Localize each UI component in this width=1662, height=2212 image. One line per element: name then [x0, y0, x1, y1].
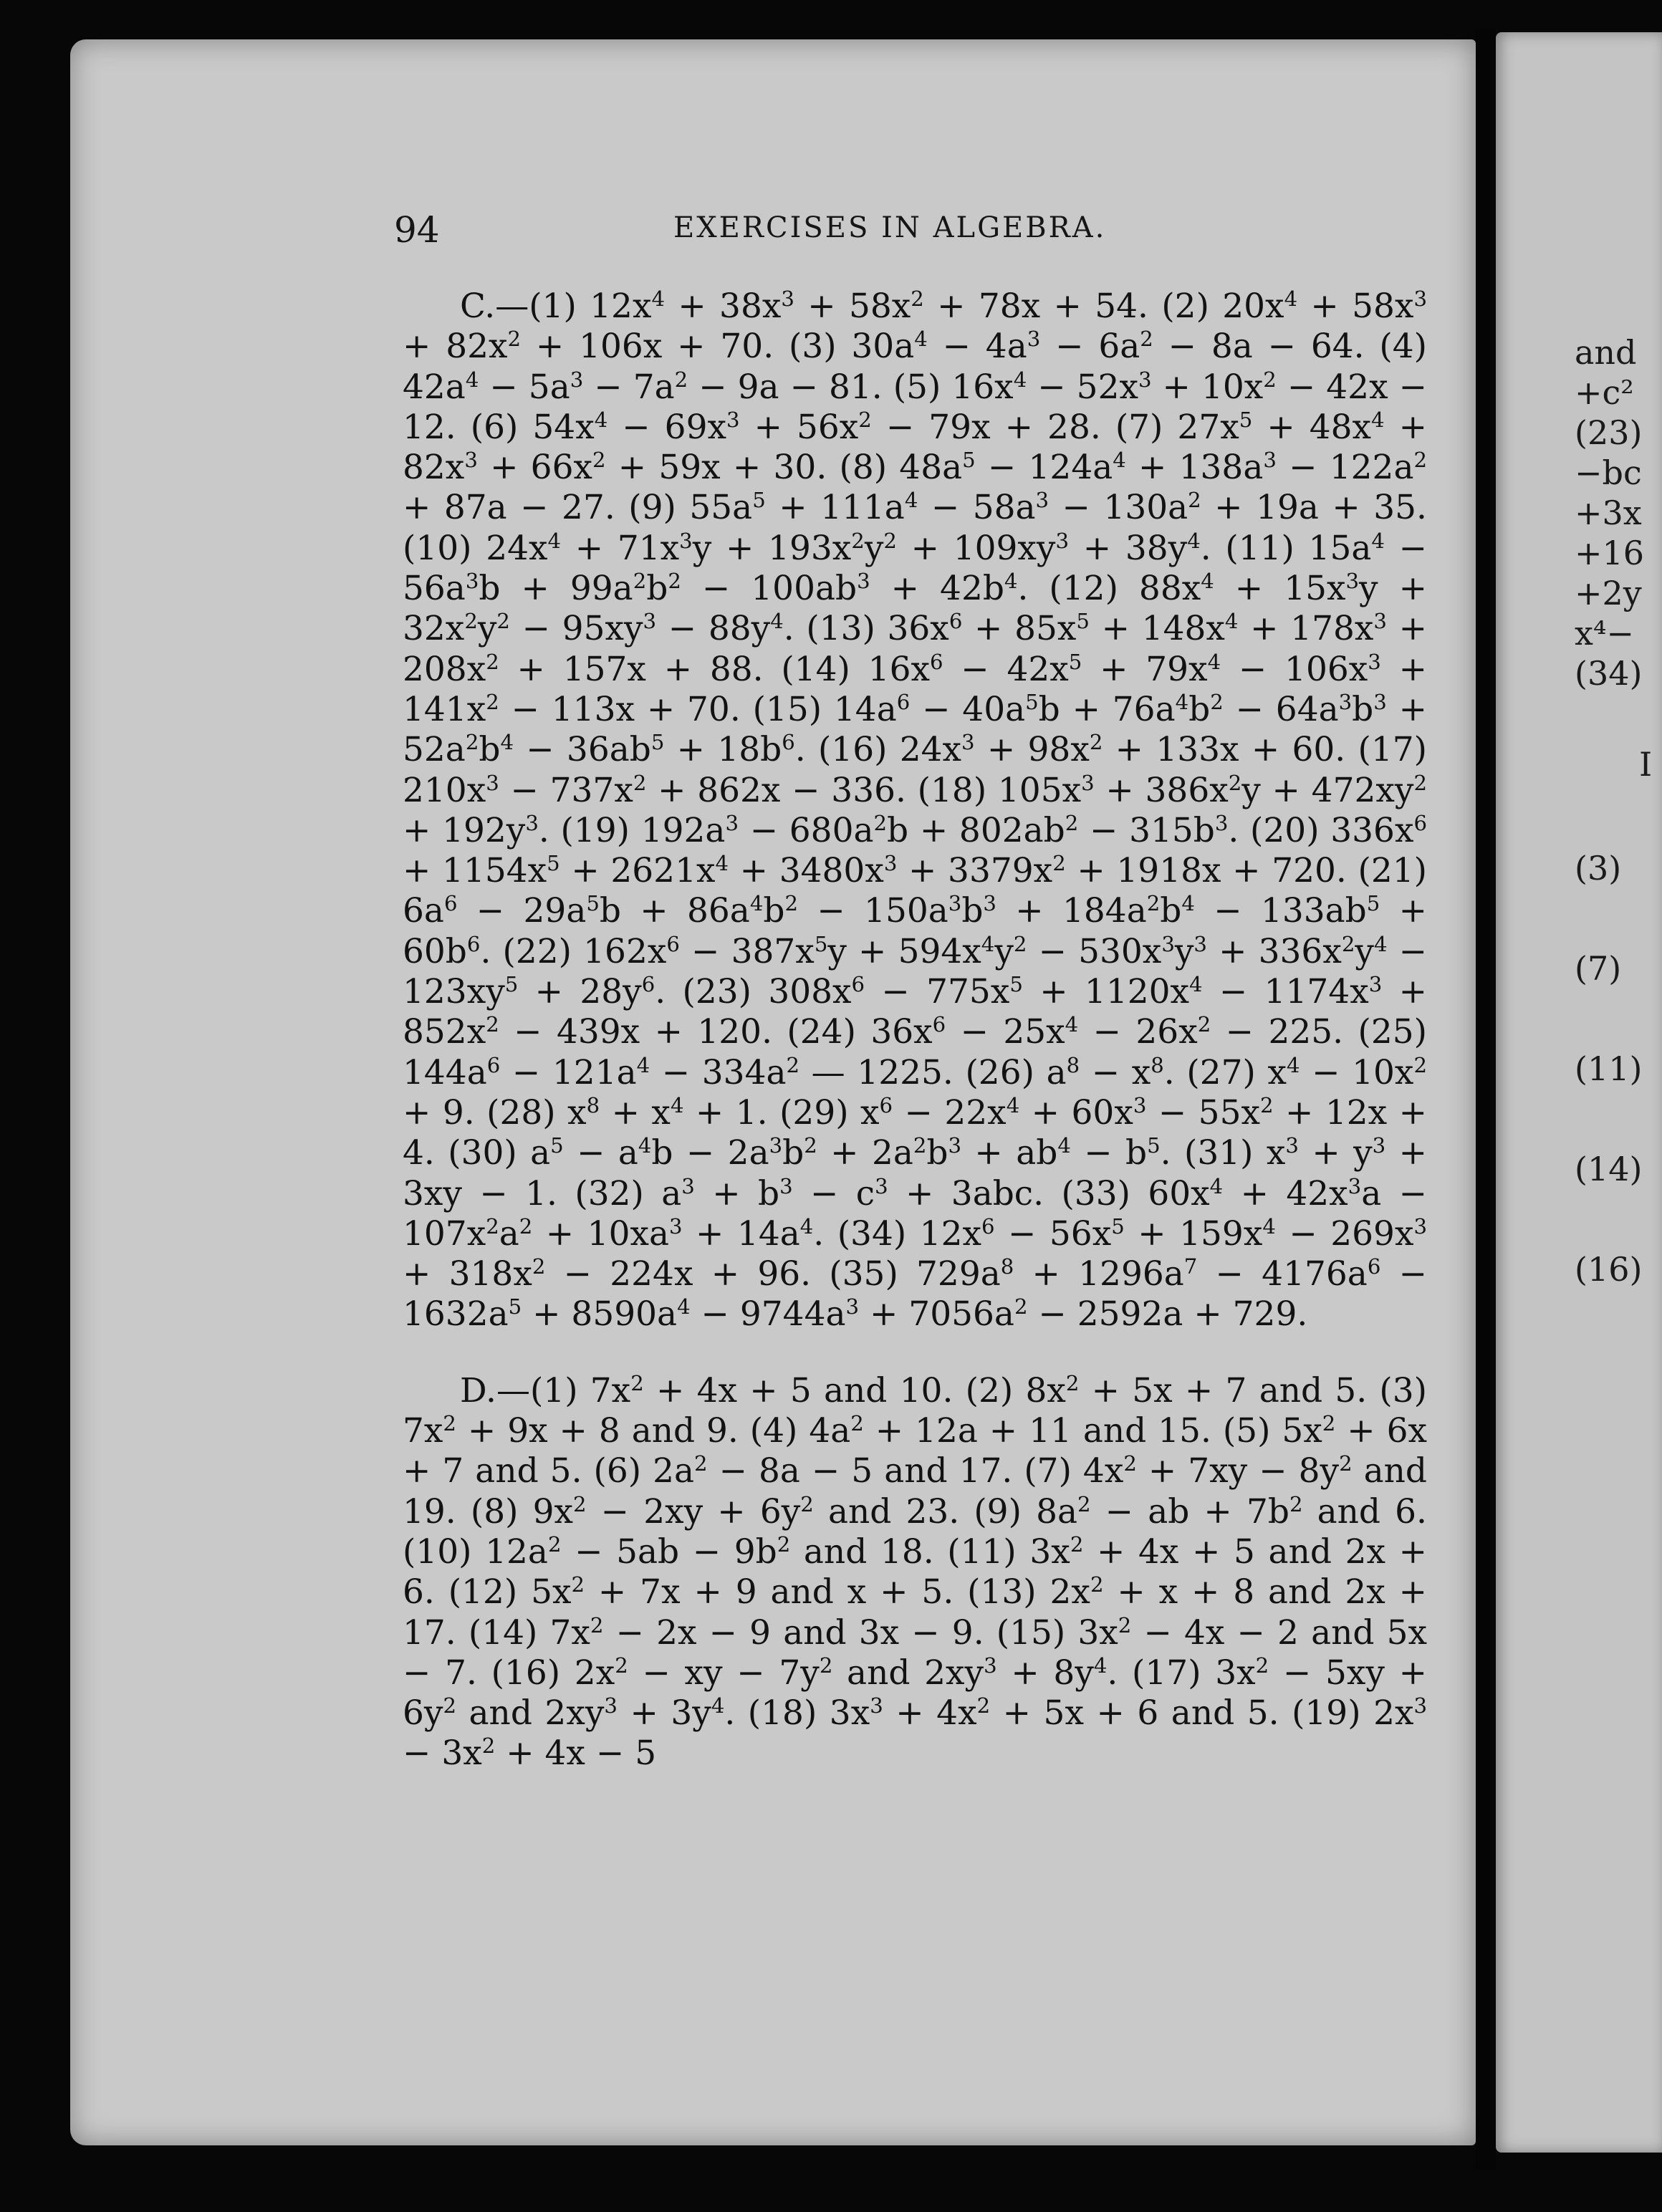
exponent: 2 [1413, 448, 1427, 473]
exponent: 3 [1081, 770, 1095, 795]
exponent: 3 [845, 1294, 860, 1319]
exponent: 4 [1262, 1213, 1276, 1239]
facing-fragment: +2y [1575, 574, 1642, 612]
facing-fragment: and [1575, 333, 1637, 372]
exponent: 2 [1228, 770, 1242, 795]
exponent: 2 [1260, 1092, 1274, 1117]
exponent: 2 [1065, 810, 1079, 835]
exponent: 2 [571, 1572, 585, 1597]
exponent: 4 [1371, 528, 1385, 553]
exponent: 5 [547, 851, 560, 876]
exponent: 4 [636, 1052, 650, 1077]
exponent: 2 [883, 528, 897, 553]
exponent: 2 [496, 609, 510, 634]
exponent: 4 [1057, 1133, 1071, 1158]
facing-fragment: −bc [1575, 453, 1642, 492]
exponent: 2 [486, 1213, 499, 1239]
exponent: 2 [464, 609, 478, 634]
exponent: 4 [465, 367, 479, 392]
exponent: 4 [1113, 448, 1126, 473]
exponent: 2 [786, 1052, 800, 1077]
exponent: 2 [1052, 851, 1066, 876]
facing-fragment: (7) [1575, 949, 1622, 988]
exponent: 2 [873, 810, 888, 835]
exponent: 2 [668, 569, 681, 594]
facing-fragment: +16 [1575, 534, 1645, 572]
exponent: 4 [677, 1294, 691, 1319]
exponent: 5 [650, 730, 665, 755]
exponent: 4 [1284, 286, 1298, 311]
exponent: 3 [948, 1133, 962, 1158]
facing-fragment: (23) [1575, 413, 1643, 452]
exponent: 4 [1371, 407, 1385, 432]
exponent: 4 [1373, 931, 1388, 956]
exponent: 2 [1118, 1612, 1132, 1638]
section-d-label: D.— [460, 1370, 530, 1410]
exponent: 4 [1013, 367, 1027, 392]
exponent: 3 [1055, 528, 1070, 553]
exponent: 3 [857, 569, 870, 594]
facing-fragment: (16) [1575, 1250, 1643, 1289]
exponent: 6 [466, 931, 481, 956]
exponent: 3 [1193, 931, 1207, 956]
exponent: 3 [643, 609, 657, 634]
exponent: 2 [851, 528, 865, 553]
facing-page [1496, 32, 1662, 2153]
exponent: 2 [1089, 730, 1103, 755]
exponent: 4 [914, 327, 928, 352]
exponent: 3 [1338, 689, 1353, 714]
exponent: 3 [1161, 931, 1175, 956]
exponent: 3 [1373, 689, 1387, 714]
exponent: 5 [1366, 891, 1380, 916]
exponent: 2 [819, 1653, 833, 1678]
exponent: 3 [875, 1173, 888, 1198]
exponent: 4 [594, 407, 608, 432]
exponent: 3 [1413, 1213, 1427, 1239]
exponent: 2 [1197, 1012, 1211, 1037]
exponent: 5 [752, 488, 766, 513]
exponent: 3 [1413, 286, 1427, 311]
exponent: 6 [879, 1092, 893, 1117]
exponent: 6 [641, 972, 655, 997]
exponent: 3 [465, 569, 479, 594]
exponent: 4 [1209, 1173, 1224, 1198]
exponent: 2 [1341, 931, 1355, 956]
exponent: 3 [984, 1653, 997, 1678]
exponent: 5 [1076, 609, 1090, 634]
exponent: 2 [1322, 1411, 1336, 1436]
exponent: 6 [666, 931, 680, 956]
exponent: 2 [1070, 1531, 1084, 1557]
exponent: 3 [779, 1173, 793, 1198]
exponent: 3 [870, 1693, 883, 1718]
exponent: 3 [1368, 972, 1383, 997]
exponent: 2 [911, 286, 924, 311]
exponent: 3 [669, 1213, 683, 1239]
exponent: 4 [670, 1092, 684, 1117]
exponent: 4 [1224, 609, 1239, 634]
exponent: 2 [1289, 1491, 1303, 1516]
exponent: 2 [486, 649, 499, 674]
exponent: 5 [508, 1294, 522, 1319]
exponent: 3 [883, 851, 898, 876]
exponent: 6 [929, 649, 943, 674]
exponent: 5 [504, 972, 519, 997]
exponent: 6 [443, 891, 458, 916]
exponent: 2 [1413, 770, 1427, 795]
exponent: 3 [679, 528, 693, 553]
exponent: 3 [948, 891, 962, 916]
exponent: 3 [570, 367, 584, 392]
exponent: 2 [590, 1612, 604, 1638]
exponent: 2 [777, 1531, 791, 1557]
exponent: 3 [769, 1133, 783, 1158]
exponent: 2 [486, 1012, 499, 1037]
exponent: 2 [573, 1491, 587, 1516]
exponent: 6 [948, 609, 963, 634]
exponent: 2 [1077, 1491, 1091, 1516]
exponent: 2 [784, 891, 798, 916]
exponent: 2 [1263, 367, 1277, 392]
answers-body [403, 287, 1427, 1774]
exponent: 6 [981, 1213, 995, 1239]
exponent: 4 [638, 1133, 652, 1158]
exponent: 2 [443, 1411, 456, 1436]
exponent: 4 [749, 891, 764, 916]
exponent: 6 [486, 1052, 501, 1077]
exponent: 4 [1175, 689, 1189, 714]
exponent: 4 [1286, 1052, 1300, 1077]
exponent: 4 [1093, 1653, 1108, 1678]
exponent: 2 [804, 1133, 817, 1158]
exponent: 3 [961, 730, 975, 755]
exponent: 4 [547, 528, 562, 553]
exponent: 2 [1146, 891, 1161, 916]
exponent: 3 [726, 407, 740, 432]
exponent: 6 [782, 730, 795, 755]
facing-fragment: +3x [1575, 494, 1642, 532]
exponent: 3 [725, 810, 739, 835]
exponent: 4 [904, 488, 918, 513]
exponent: 3 [486, 770, 499, 795]
exponent: 2 [633, 569, 647, 594]
exponent: 3 [681, 1173, 695, 1198]
exponent: 2 [532, 1254, 546, 1279]
running-title: EXERCISES IN ALGEBRA. [673, 211, 1107, 244]
exponent: 3 [1133, 1092, 1147, 1117]
exponent: 6 [932, 1012, 946, 1037]
exponent: 2 [1090, 1572, 1104, 1597]
exponent: 2 [1255, 1653, 1269, 1678]
exponent: 6 [896, 689, 911, 714]
exponent: 4 [715, 851, 729, 876]
exponent: 2 [633, 770, 647, 795]
exponent: 3 [781, 286, 794, 311]
exponent: 2 [1014, 1294, 1028, 1319]
section-d-text: (1) $7x^2 + 4x + 5$ and 10. (2) $8x^2 + 5x + 7$ and 5. (3) $7x^2 + 9x + 8$ and 9. (4) $4a^2 + 12a + 11$ and 15. (5) $5x^2 + 6x + 7$ and 5. (6) $2a^2 - 8a - 5$ and 17. (7) $4x^2 + 7xy - 8y^2$ and 19. (8) $9x^2 - 2xy + 6y^2$ and 23. (9) $8a^2$ − ab + $7b^2$ and 6. (10) $12a^2 - 5ab - 9b^2$ and 18. (11) $3x^2 + 4x + 5$ and 2x + 6. (12) $5x^2 + 7x + 9$ and x + 5. (13) $2x^2 + x + 8$ and 2x + 17. (14) $7x^2 - 2x - 9$ and 3x − 9. (15) $3x^2 - 4x - 2$ and 5x − 7. (16) $2x^2$ − xy − $7y^2$ and $2xy^3 + 8y^4$. (17) $3x^2 - 5xy + 6y^2$ and $2xy^3 + 3y^4$. (18) $3x^3 + 4x^2 + 5x + 6$ and 5. (19) $2x^3 - 3x^2 + 4x - 5$ [403, 1370, 1428, 1774]
exponent: 4 [500, 730, 514, 755]
exponent: 4 [651, 286, 665, 311]
exponent: 3 [1413, 1693, 1428, 1718]
book-gutter [1476, 29, 1496, 2170]
exponent: 2 [547, 1531, 562, 1557]
exponent: 2 [507, 327, 522, 352]
facing-fragment: (3) [1575, 849, 1622, 888]
exponent: 3 [1214, 810, 1229, 835]
section-d-answers [403, 1371, 1427, 1774]
page-number: 94 [394, 209, 440, 251]
facing-fragment: (11) [1575, 1049, 1643, 1088]
exponent: 3 [1138, 367, 1152, 392]
exponent: 5 [550, 1133, 564, 1158]
exponent: 2 [800, 1491, 814, 1516]
exponent: 5 [1111, 1213, 1125, 1239]
exponent: 2 [592, 448, 606, 473]
exponent: 3 [525, 810, 539, 835]
exponent: 5 [1068, 649, 1082, 674]
exponent: 5 [1147, 1133, 1161, 1158]
section-c-label: C.— [460, 287, 529, 326]
facing-fragment: (34) [1575, 654, 1643, 693]
exponent: 5 [962, 448, 976, 473]
exponent: 2 [519, 1213, 533, 1239]
exponent: 4 [1187, 528, 1201, 553]
exponent: 6 [851, 972, 865, 997]
exponent: 2 [443, 1693, 456, 1718]
exponent: 2 [850, 1411, 864, 1436]
exponent: 5 [1025, 689, 1039, 714]
exponent: 4 [1004, 569, 1018, 594]
exponent: 2 [486, 689, 499, 714]
exponent: 3 [1348, 1173, 1362, 1198]
exponent: 2 [1188, 488, 1201, 513]
exponent: 3 [604, 1693, 618, 1718]
exponent: 4 [1006, 1092, 1020, 1117]
exponent: 3 [1263, 448, 1277, 473]
exponent: 2 [630, 1370, 644, 1395]
exponent: 7 [1183, 1254, 1198, 1279]
facing-fragment: +c² [1575, 373, 1634, 412]
exponent: 2 [1413, 1052, 1427, 1077]
exponent: 2 [674, 367, 688, 392]
exponent: 4 [799, 1213, 814, 1239]
exponent: 2 [1339, 1451, 1353, 1476]
exponent: 4 [981, 931, 995, 956]
exponent: 2 [858, 407, 872, 432]
exponent: 3 [464, 448, 478, 473]
exponent: 5 [814, 931, 828, 956]
exponent: 8 [1151, 1052, 1164, 1077]
exponent: 3 [1285, 1133, 1299, 1158]
exponent: 2 [976, 1693, 991, 1718]
exponent: 2 [913, 1133, 927, 1158]
exponent: 4 [1181, 891, 1195, 916]
exponent: 2 [465, 730, 479, 755]
exponent: 4 [1207, 649, 1221, 674]
exponent: 3 [1027, 327, 1041, 352]
exponent: 2 [1065, 1370, 1080, 1395]
section-c-answers [403, 287, 1427, 1335]
exponent: 4 [1065, 1012, 1079, 1037]
exponent: 6 [1413, 810, 1427, 835]
exponent: 3 [1345, 569, 1360, 594]
exponent: 3 [983, 891, 996, 916]
exponent: 3 [1035, 488, 1049, 513]
exponent: 4 [1189, 972, 1203, 997]
exponent: 8 [1066, 1052, 1080, 1077]
exponent: 6 [1367, 1254, 1381, 1279]
facing-fragment: I [1639, 745, 1653, 784]
exponent: 3 [1368, 649, 1381, 674]
exponent: 2 [694, 1451, 708, 1476]
exponent: 3 [1373, 609, 1387, 634]
exponent: 4 [1201, 569, 1214, 594]
exponent: 5 [1239, 407, 1253, 432]
exponent: 2 [1140, 327, 1153, 352]
exponent: 5 [1009, 972, 1023, 997]
exponent: 8 [586, 1092, 600, 1117]
facing-fragment: x⁴− [1575, 614, 1634, 653]
exponent: 4 [711, 1693, 725, 1718]
facing-fragment: (14) [1575, 1150, 1643, 1188]
exponent: 4 [770, 609, 784, 634]
exponent: 2 [615, 1653, 628, 1678]
exponent: 2 [481, 1733, 496, 1759]
exponent: 2 [1123, 1451, 1137, 1476]
exponent: 2 [1210, 689, 1224, 714]
exponent: 2 [1013, 931, 1027, 956]
exponent: 5 [586, 891, 600, 916]
section-c-text: (1) $12x^4 + 38x^3 + 58x^2 + 78x + 54$. (2) $20x^4 + 58x^3 + 82x^2 + 106x + 70$. (3) $30a^4 - 4a^3 - 6a^2 - 8a - 64$. (4) $42a^4 - 5a^3 - 7a^2 - 9a - 81$. (5) $16x^4 - 52x^3 + 10x^2 - 42x - 12$. (6) $54x^4 - 69x^3 + 56x^2 - 79x + 28$. (7) $27x^5 + 48x^4 + 82x^3 + 66x^2 + 59x + 30$. (8) $48a^5 - 124a^4 + 138a^3 - 122a^2 + 87a - 27$. (9) $55a^5 + 111a^4 - 58a^3 - 130a^2 + 19a + 35$. (10) $24x^4 + 71x^3y + 193x^2y^2 + 109xy^3 + 38y^4$. (11) $15a^4 - 56a^3b + 99a^2b^2 - 100ab^3 + 42b^4$. (12) $88x^4 + 15x^3y + 32x^2y^2 - 95xy^3 - 88y^4$. (13) $36x^6 + 85x^5 + 148x^4 + 178x^3 + 208x^2 + 157x + 88$. (14) $16x^6 - 42x^5 + 79x^4 - 106x^3 + 141x^2 - 113x + 70$. (15) $14a^6 - 40a^5b + 76a^4b^2 - 64a^3b^3 + 52a^2b^4 - 36ab^5 + 18b^6$. (16) $24x^3 + 98x^2 + 133x + 60$. (17) $210x^3 - 737x^2 + 862x - 336$. (18) $105x^3 + 386x^2y + 472xy^2 + 192y^3$. (19) $192a^3 - 680a^2b + 802ab^2 - 315b^3$. (20) $336x^6 + 1154x^5 + 2621x^4 + 3480x^3 + 3379x^2 + 1918x + 720$. (21) $6a^6 - 29a^5b + 86a^4b^2 - 150a^3b^3 + 184a^2b^4 - 133ab^5 + 60b^6$. (22) $162x^6 - 387x^5y + 594x^4y^2 - 530x^3y^3 + 336x^2y^4 - 123xy^5 + 28y^6$. (23) $308x^6 - 775x^5 + 1120x^4 - 1174x^3 + 852x^2 - 439x + 120$. (24) $36x^6 - 25x^4 - 26x^2 - 225$. (25) $144a^6 - 121a^4 - 334a^2$ — 1225. (26) $a^8 - x^8$. (27) $x^4 - 10x^2 + 9$. (28) $x^8 + x^4 + 1$. (29) $x^6 - 22x^4 + 60x^3 - 55x^2 + 12x + 4$. (30) $a^5 - a^4b - 2a^3b^2 + 2a^2b^3 + ab^4 - b^5$. (31) $x^3 + y^3 + 3xy - 1$. (32) $a^3 + b^3 - c^3 + 3abc$. (33) $60x^4 + 42x^3a - 107x^2a^2 + 10xa^3 + 14a^4$. (34) $12x^6 - 56x^5 + 159x^4 - 269x^3 + 318x^2 - 224x + 96$. (35) $729a^8 + 1296a^7 - 4176a^6 - 1632a^5 + 8590a^4 - 9744a^3 + 7056a^2 - 2592a + 729$. [403, 286, 1428, 1335]
exponent: 3 [1372, 1133, 1386, 1158]
exponent: 8 [1000, 1254, 1014, 1279]
